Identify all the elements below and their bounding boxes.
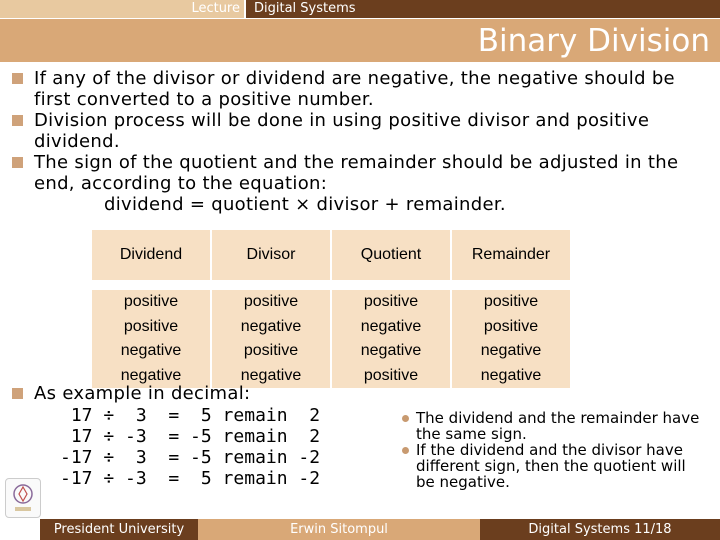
university-logo-icon	[5, 478, 41, 518]
lecture-tag: Lecture	[0, 0, 244, 18]
footer-institution: President University	[40, 519, 198, 540]
table-cell: positive	[331, 364, 451, 389]
table-cell: positive	[211, 339, 331, 364]
table-row	[92, 290, 571, 315]
example-bullet	[12, 383, 250, 404]
table-cell: positive	[451, 315, 571, 340]
square-bullet-icon	[12, 115, 23, 126]
table-cell: negative	[92, 339, 211, 364]
example-lines	[60, 405, 320, 489]
note-item	[398, 442, 708, 490]
table-gap	[92, 280, 571, 290]
note-item	[398, 410, 708, 442]
table-row	[92, 339, 571, 364]
example-line: -17 ÷ -3 = 5 remain -2	[60, 468, 321, 489]
example-intro: As example in decimal:	[34, 383, 251, 404]
table-cell: negative	[211, 364, 331, 389]
bullet-text: The sign of the quotient and the remainder should be adjusted in the end, according to the equation:	[34, 152, 679, 194]
notes-list	[398, 410, 708, 490]
table-header: Quotient	[331, 230, 451, 280]
table-header: Dividend	[92, 230, 211, 280]
square-bullet-icon	[12, 157, 23, 168]
table-cell: negative	[331, 315, 451, 340]
slide-title: Binary Division	[477, 23, 710, 59]
dot-bullet-icon	[402, 415, 409, 422]
course-tag: Digital Systems	[246, 0, 720, 18]
dot-bullet-icon	[402, 447, 409, 454]
square-bullet-icon	[12, 73, 23, 84]
bullet-text: If any of the divisor or dividend are negative, the negative should be first converted to a positive number.	[34, 68, 675, 110]
example-line: -17 ÷ 3 = -5 remain -2	[60, 447, 321, 468]
table-cell: positive	[92, 315, 211, 340]
table-cell: negative	[451, 364, 571, 389]
bullet-item	[12, 383, 250, 404]
example-line: 17 ÷ 3 = 5 remain 2	[60, 405, 321, 426]
footer-page-number: Digital Systems 11/18	[480, 519, 720, 540]
table-header: Divisor	[211, 230, 331, 280]
bullet-text: Division process will be done in using positive divisor and positive dividend.	[34, 110, 650, 152]
table-row	[92, 315, 571, 340]
table-cell: positive	[92, 290, 211, 315]
table-cell: positive	[451, 290, 571, 315]
footer-author: Erwin Sitompul	[198, 519, 480, 540]
square-bullet-icon	[12, 388, 23, 399]
bullet-item	[12, 68, 712, 110]
table-cell: negative	[92, 364, 211, 389]
table-cell: positive	[331, 290, 451, 315]
example-line: 17 ÷ -3 = -5 remain 2	[60, 426, 321, 447]
sign-table	[92, 230, 572, 388]
note-text: If the dividend and the divisor have different sign, then the quotient will be negative.	[416, 441, 686, 491]
equation: dividend = quotient × divisor + remainder.	[104, 194, 506, 215]
bullet-item	[12, 152, 712, 215]
table-header-row	[92, 230, 571, 280]
table-cell: negative	[451, 339, 571, 364]
bullet-list	[12, 68, 712, 215]
table-header: Remainder	[451, 230, 571, 280]
note-text: The dividend and the remainder have the same sign.	[416, 409, 700, 443]
table-cell: negative	[331, 339, 451, 364]
bullet-item	[12, 110, 712, 152]
table-cell: positive	[211, 290, 331, 315]
table-cell: negative	[211, 315, 331, 340]
